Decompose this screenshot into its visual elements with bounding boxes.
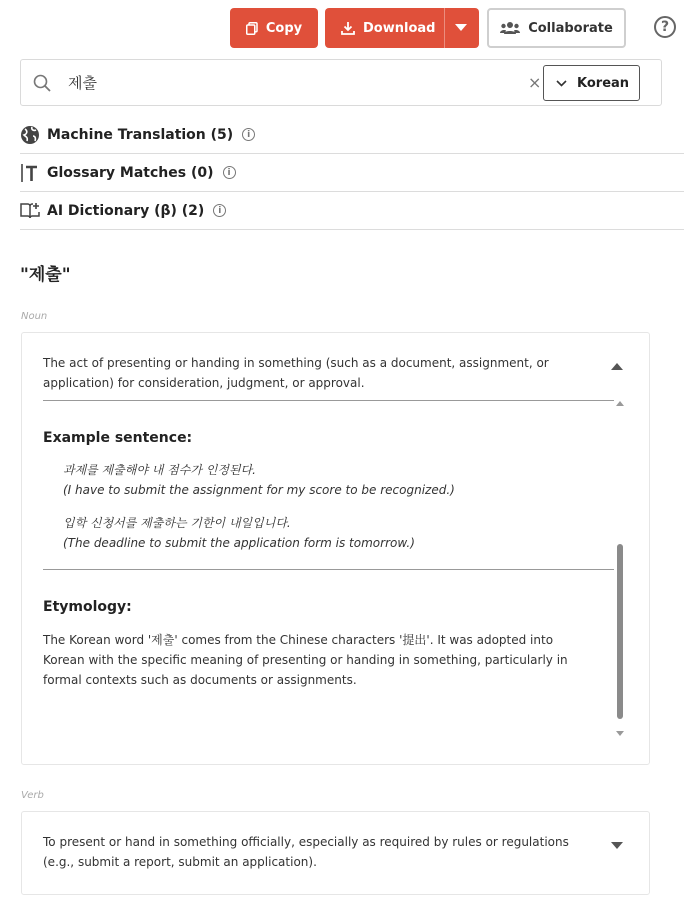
section-ai-dictionary[interactable] xyxy=(20,192,684,230)
example-korean: 입학 신청서를 제출하는 기한이 내일입니다. xyxy=(63,516,291,530)
definition-text: The act of presenting or handing in something (such as a document, assignment, or application) for consideration, judgment, or approval. xyxy=(43,356,549,390)
example-english: (The deadline to submit the application form is tomorrow.) xyxy=(63,536,415,550)
collaborate-label: Collaborate xyxy=(528,20,613,36)
definition-card-verb xyxy=(21,811,650,895)
download-separator xyxy=(444,8,445,48)
example-korean: 과제를 제출해야 내 점수가 인정된다. xyxy=(63,463,256,477)
download-button[interactable] xyxy=(325,8,479,48)
etymology-text: The Korean word '제출' comes from the Chinese characters '提出'. It was adopted into Korean with the specific meaning of presenting or handing in something, particularly in formal contexts such as documents or assignments. xyxy=(43,633,568,687)
section-label: AI Dictionary (β) (2) xyxy=(47,202,205,219)
divider xyxy=(43,400,614,401)
example-english: (I have to submit the assignment for my score to be recognized.) xyxy=(63,483,455,497)
info-icon[interactable]: i xyxy=(242,128,255,141)
language-label: Korean xyxy=(577,75,630,91)
collapse-caret-icon[interactable] xyxy=(611,363,623,370)
divider xyxy=(43,569,614,570)
scrollbar-thumb[interactable] xyxy=(617,544,623,719)
search-icon xyxy=(33,74,51,92)
chevron-down-icon xyxy=(556,80,567,87)
globe-icon xyxy=(20,125,40,145)
section-machine-translation[interactable] xyxy=(20,116,684,154)
search-bar xyxy=(20,59,662,106)
section-label: Machine Translation (5) xyxy=(47,126,234,143)
example-sentence xyxy=(63,460,455,500)
copy-label: Copy xyxy=(265,20,303,36)
dictionary-add-icon xyxy=(20,201,40,221)
language-select[interactable] xyxy=(543,65,640,101)
download-icon xyxy=(341,21,355,35)
help-icon[interactable]: ? xyxy=(654,16,676,38)
headword-title: "제출" xyxy=(20,265,71,285)
people-icon xyxy=(500,21,520,35)
copy-icon xyxy=(246,22,258,35)
download-label: Download xyxy=(363,20,436,36)
example-sentence-heading: Example sentence: xyxy=(43,430,193,446)
section-glossary-matches[interactable] xyxy=(20,154,684,192)
info-icon[interactable]: i xyxy=(223,166,236,179)
toolbar xyxy=(0,8,684,48)
search-input[interactable] xyxy=(68,73,488,91)
clear-search-icon[interactable]: × xyxy=(528,73,542,92)
text-t-icon xyxy=(20,163,40,183)
copy-button[interactable] xyxy=(230,8,318,48)
download-dropdown-caret-icon[interactable] xyxy=(455,24,467,31)
info-icon[interactable]: i xyxy=(213,204,226,217)
definition-card-noun xyxy=(21,332,650,765)
section-label: Glossary Matches (0) xyxy=(47,164,214,181)
definition-text: To present or hand in something officially, especially as required by rules or regulations (e.g., submit a report, submit an application). xyxy=(43,835,569,869)
part-of-speech-label: Noun xyxy=(21,311,48,322)
etymology-heading: Etymology: xyxy=(43,599,132,615)
collaborate-button[interactable] xyxy=(487,8,626,48)
expand-caret-icon[interactable] xyxy=(611,842,623,849)
scroll-up-arrow-icon[interactable] xyxy=(616,401,624,406)
scroll-down-arrow-icon[interactable] xyxy=(616,731,624,736)
part-of-speech-label: Verb xyxy=(21,790,44,801)
example-sentence xyxy=(63,513,415,553)
scrollbar[interactable] xyxy=(613,401,627,731)
